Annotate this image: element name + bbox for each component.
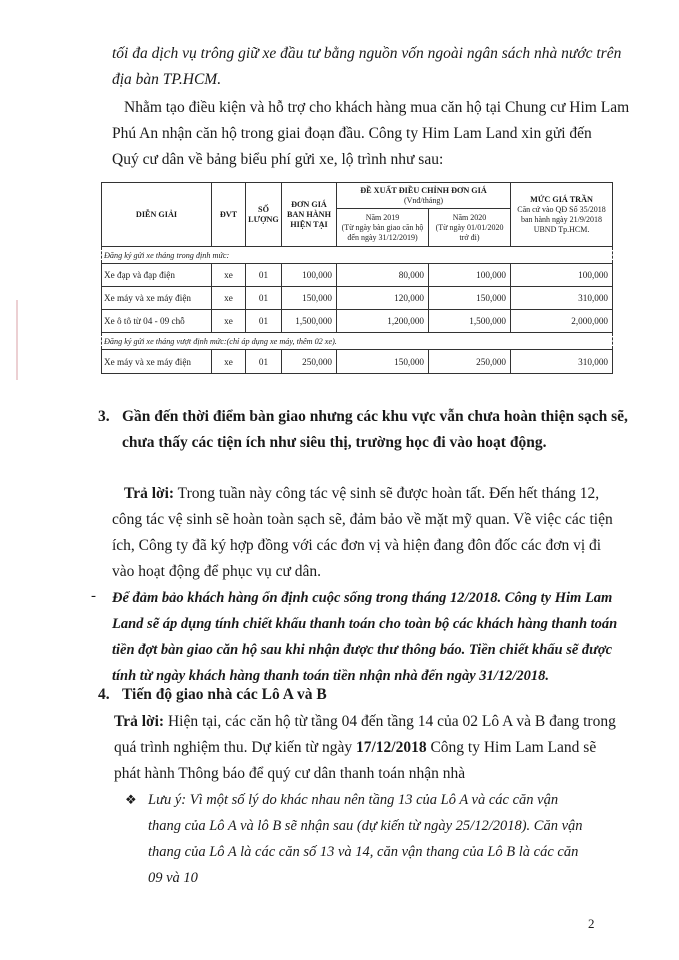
- cell-qty: 01: [246, 310, 282, 333]
- cell-2020: 1,500,000: [429, 310, 511, 333]
- cell-cap: 100,000: [511, 264, 613, 287]
- header-muc-gia-tran-note: Căn cứ vào QĐ Số 35/2018 ban hành ngày 21/9/2018 UBND Tp.HCM.: [517, 204, 606, 234]
- cell-current: 250,000: [282, 350, 337, 374]
- section-3-answer-label: Trả lời:: [124, 485, 175, 502]
- section-4-answer-line-1: [114, 712, 614, 732]
- section-4-answer-line-2: [114, 738, 614, 758]
- intro-para-line-3: Quý cư dân về bảng biểu phí gửi xe, lộ trình như sau:: [112, 151, 444, 168]
- section-3-answer-line-4: vào hoạt động để phục vụ cư dân.: [112, 563, 321, 580]
- cell-cap: 310,000: [511, 287, 613, 310]
- section-3-answer-line-1: [124, 484, 624, 504]
- section-3-note-line-4: tính từ ngày khách hàng thanh toán tiền nhận nhà đến ngày 31/12/2018.: [112, 668, 549, 684]
- cell-cap: 310,000: [511, 350, 613, 374]
- cell-current: 1,500,000: [282, 310, 337, 333]
- cell-qty: 01: [246, 350, 282, 374]
- section-4-note-line-4: 09 và 10: [148, 870, 198, 886]
- cell-current: 150,000: [282, 287, 337, 310]
- intro-para-line-1: Nhằm tạo điều kiện và hỗ trợ cho khách hàng mua căn hộ tại Chung cư Him Lam: [124, 99, 630, 116]
- table-row: [102, 350, 613, 374]
- header-dien-giai: DIỄN GIẢI: [102, 183, 212, 247]
- cell-cap: 2,000,000: [511, 310, 613, 333]
- stamp-fragment: [0, 300, 18, 380]
- parking-fee-table: [101, 182, 612, 374]
- section-3-number: 3.: [98, 408, 110, 425]
- section-3-note-line-2: Land sẽ áp dụng tính chiết khấu thanh toán cho toàn bộ các khách hàng thanh toán: [112, 616, 618, 632]
- section-4-title: Tiến độ giao nhà các Lô A và B: [122, 686, 327, 703]
- header-nam-2019-title: Năm 2019: [365, 212, 400, 222]
- group-row-trong-dinh-muc: Đăng ký gửi xe tháng trong định mức:: [102, 247, 613, 264]
- section-4-answer-text-2: quá trình nghiệm thu. Dự kiến từ ngày: [114, 739, 356, 756]
- section-3-note-dash: -: [91, 588, 96, 604]
- section-4-answer-text-2-tail: Công ty Him Lam Land sẽ: [426, 739, 597, 756]
- cell-2019: 1,200,000: [337, 310, 429, 333]
- cell-2019: 80,000: [337, 264, 429, 287]
- header-nam-2019-note: (Từ ngày bàn giao căn hộ đến ngày 31/12/2019): [341, 222, 424, 242]
- section-4-note-label: Lưu ý:: [148, 792, 187, 808]
- cell-2020: 250,000: [429, 350, 511, 374]
- section-4-note-line-3: thang của Lô A là các căn số 13 và 14, căn vận thang của Lô B là các căn: [148, 844, 579, 860]
- header-nam-2020-note: (Từ ngày 01/01/2020 trở đi): [435, 222, 504, 242]
- section-3-answer-line-3: ích, Công ty đã ký hợp đồng với các đơn vị và hiện đang đôn đốc các đơn vị đi: [112, 537, 602, 554]
- cell-name: Xe máy và xe máy điện: [102, 287, 212, 310]
- section-4-number: 4.: [98, 686, 110, 703]
- section-4-answer-date: 17/12/2018: [355, 739, 427, 756]
- header-dvt: ĐVT: [212, 183, 246, 247]
- intro-line-1: tối đa dịch vụ trông giữ xe đầu tư bằng nguồn vốn ngoài ngân sách nhà nước trên: [112, 45, 622, 62]
- header-muc-gia-tran: [511, 183, 613, 247]
- cell-2019: 120,000: [337, 287, 429, 310]
- header-nam-2020-title: Năm 2020: [452, 212, 487, 222]
- header-nam-2019: [337, 209, 429, 247]
- cell-qty: 01: [246, 264, 282, 287]
- section-4-answer-label: Trả lời:: [114, 713, 165, 730]
- section-4-answer-line-3: phát hành Thông báo để quý cư dân thanh toán nhận nhà: [114, 765, 466, 782]
- section-3-answer-text-1: Trong tuần này công tác vệ sinh sẽ được hoàn tất. Đến hết tháng 12,: [174, 485, 600, 502]
- cell-dvt: xe: [212, 287, 246, 310]
- section-4-note-text-1: Vì một số lý do khác nhau nên tầng 13 của Lô A và các căn vận: [186, 792, 559, 808]
- header-muc-gia-tran-title: MỨC GIÁ TRẦN: [530, 194, 593, 204]
- header-don-gia: ĐƠN GIÁ BAN HÀNH HIỆN TẠI: [282, 183, 337, 247]
- section-3-note-line-1: Để đảm bảo khách hàng ổn định cuộc sống trong tháng 12/2018. Công ty Him Lam: [112, 590, 613, 606]
- section-3-answer-line-2: công tác vệ sinh sẽ hoàn toàn sạch sẽ, đảm bảo về mặt mỹ quan. Về việc các tiện: [112, 511, 613, 528]
- header-de-xuat-title: ĐỀ XUẤT ĐIỀU CHỈNH ĐƠN GIÁ: [360, 185, 487, 195]
- page-number: 2: [588, 916, 595, 931]
- cell-2020: 150,000: [429, 287, 511, 310]
- cell-name: Xe ô tô từ 04 - 09 chỗ: [102, 310, 212, 333]
- cell-dvt: xe: [212, 350, 246, 374]
- intro-line-2: địa bàn TP.HCM.: [112, 71, 222, 88]
- cell-dvt: xe: [212, 310, 246, 333]
- cell-name: Xe máy và xe máy điện: [102, 350, 212, 374]
- cell-2020: 100,000: [429, 264, 511, 287]
- section-3-title-line-2: chưa thấy các tiện ích như siêu thị, trường học đi vào hoạt động.: [122, 434, 547, 451]
- section-3-title-line-1: Gần đến thời điểm bàn giao nhưng các khu vực vẫn chưa hoàn thiện sạch sẽ,: [122, 408, 628, 425]
- section-4-note-line-1: [148, 790, 648, 810]
- header-de-xuat-unit: (Vnđ/tháng): [403, 195, 444, 205]
- cell-name: Xe đạp và đạp điện: [102, 264, 212, 287]
- intro-para-line-2: Phú An nhận căn hộ trong giai đoạn đầu. Công ty Him Lam Land xin gửi đến: [112, 125, 592, 142]
- section-4-answer-text-1: Hiện tại, các căn hộ từ tầng 04 đến tầng 14 của 02 Lô A và B đang trong: [164, 713, 616, 730]
- cell-qty: 01: [246, 287, 282, 310]
- cell-current: 100,000: [282, 264, 337, 287]
- header-so-luong: SỐ LƯỢNG: [246, 183, 282, 247]
- section-3-note-line-3: tiền đợt bàn giao căn hộ sau khi nhận được thư thông báo. Tiền chiết khấu sẽ được: [112, 642, 613, 658]
- header-de-xuat: [337, 183, 511, 209]
- table-row: [102, 264, 613, 287]
- header-nam-2020: [429, 209, 511, 247]
- group-row-vuot-dinh-muc: Đăng ký gửi xe tháng vượt định mức:(chỉ áp dụng xe máy, thêm 02 xe).: [102, 333, 613, 350]
- cell-2019: 150,000: [337, 350, 429, 374]
- section-4-note-line-2: thang của Lô A và lô B sẽ nhận sau (dự kiến từ ngày 25/12/2018). Căn vận: [148, 818, 583, 834]
- diamond-bullet-icon: ❖: [125, 792, 137, 807]
- cell-dvt: xe: [212, 264, 246, 287]
- table-row: [102, 287, 613, 310]
- table-row: [102, 310, 613, 333]
